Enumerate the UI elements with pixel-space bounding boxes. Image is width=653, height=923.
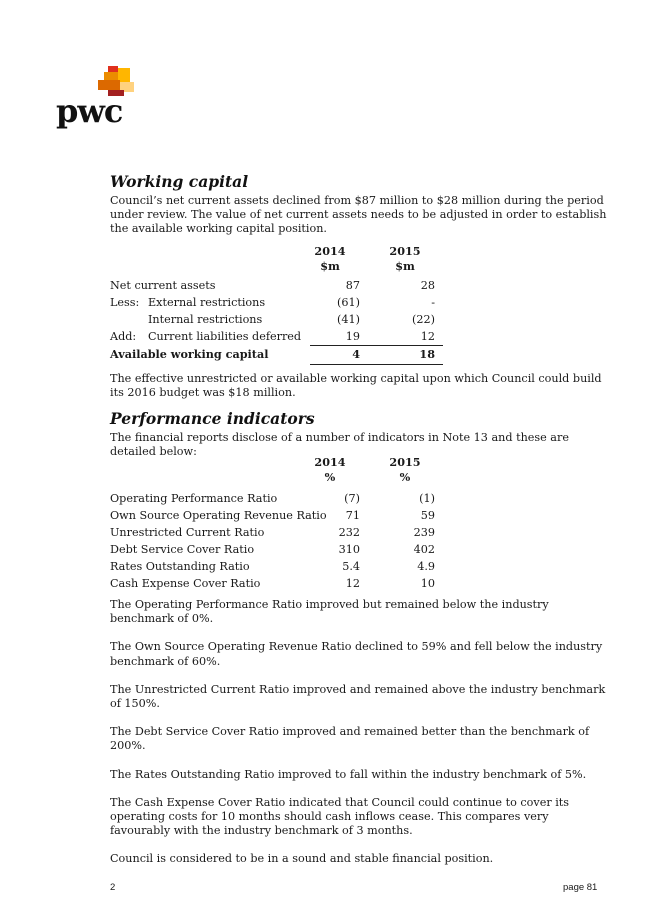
working-capital-intro: Council’s net current assets declined from $87 million to $28 million during the period under review. The value of net current assets needs to be adjusted in order to establish the available working capital position.	[110, 194, 607, 236]
col-2015-year: 2015	[389, 455, 421, 469]
row-prefix: Less:	[110, 296, 140, 309]
value-2015: -	[431, 296, 435, 309]
table-header-year	[110, 244, 450, 259]
commentary-paragraph: The Rates Outstanding Ratio improved to fall within the industry benchmark of 5%.	[110, 767, 587, 781]
row-label: Debt Service Cover Ratio	[110, 543, 255, 556]
total-2015: 18	[419, 347, 435, 361]
working-capital-section	[110, 172, 610, 237]
table-row	[110, 507, 450, 524]
row-label: Rates Outstanding Ratio	[110, 560, 250, 573]
value-2014: (7)	[344, 492, 360, 505]
value-2014: 12	[345, 577, 360, 590]
value-2014: 71	[345, 509, 360, 522]
row-prefix: Add:	[110, 330, 137, 343]
value-2014: (41)	[337, 313, 360, 326]
table-row	[110, 558, 450, 575]
value-2015: 4.9	[417, 560, 435, 573]
working-capital-heading: Working capital	[110, 172, 249, 191]
performance-commentary	[110, 598, 610, 867]
row-label: Current liabilities deferred	[148, 330, 302, 343]
table-row	[110, 524, 450, 541]
row-label: Own Source Operating Revenue Ratio	[110, 509, 327, 522]
value-2015: 239	[413, 526, 435, 539]
col-2015-year: 2015	[389, 244, 421, 258]
col-2014-year: 2014	[314, 244, 346, 258]
value-2015: 12	[420, 330, 435, 343]
performance-intro: The financial reports disclose of a number of indicators in Note 13 and these are detailed below:	[110, 431, 569, 459]
commentary-paragraph: The Own Source Operating Revenue Ratio declined to 59% and fell below the industry benchmark of 60%.	[110, 640, 603, 668]
commentary-paragraph: The Cash Expense Cover Ratio indicated that Council could continue to cover its operating costs for 10 months should cash inflows cease. This compares very favourably with the industry benchmark of 3 months.	[110, 795, 570, 838]
value-2014: 19	[345, 330, 360, 343]
value-2015: 59	[420, 509, 435, 522]
table-row	[110, 541, 450, 558]
performance-heading: Performance indicators	[110, 409, 315, 428]
value-2015: 10	[420, 577, 435, 590]
col-2014-year: 2014	[314, 455, 346, 469]
row-label: Internal restrictions	[148, 313, 263, 326]
row-label: Cash Expense Cover Ratio	[110, 577, 261, 590]
value-2015: (22)	[412, 313, 435, 326]
table-row	[110, 311, 450, 328]
table-row	[110, 294, 450, 311]
performance-section	[110, 409, 610, 459]
performance-table	[110, 455, 450, 592]
table-row	[110, 328, 450, 345]
total-bottom-rule	[310, 364, 443, 365]
commentary-paragraph: Council is considered to be in a sound and stable financial position.	[110, 852, 494, 866]
value-2014: (61)	[337, 296, 360, 309]
row-label: External restrictions	[148, 296, 266, 309]
working-capital-after: The effective unrestricted or available working capital upon which Council could build its 2016 budget was $18 million.	[110, 372, 602, 400]
working-capital-table	[110, 244, 450, 363]
total-2014: 4	[352, 347, 360, 361]
table-row	[110, 490, 450, 507]
col-2015-unit: $m	[395, 259, 415, 273]
value-2015: 402	[413, 543, 435, 556]
table-header-unit	[110, 259, 450, 277]
row-label: Operating Performance Ratio	[110, 492, 278, 505]
value-2014: 87	[345, 279, 360, 292]
commentary-paragraph: The Operating Performance Ratio improved but remained below the industry benchmark of 0%.	[110, 598, 549, 626]
col-2015-unit: %	[399, 470, 411, 484]
row-label: Unrestricted Current Ratio	[110, 526, 265, 539]
table-row	[110, 277, 450, 294]
value-2014: 232	[338, 526, 360, 539]
value-2014: 310	[338, 543, 360, 556]
pwc-logo	[56, 62, 136, 132]
commentary-paragraph: The Debt Service Cover Ratio improved and remained better than the benchmark of 200%.	[110, 725, 590, 753]
table-header-year	[110, 455, 450, 470]
commentary-paragraph: The Unrestricted Current Ratio improved and remained above the industry benchmark of 150%.	[110, 682, 606, 711]
col-2014-unit: %	[324, 470, 336, 484]
col-2014-unit: $m	[320, 259, 340, 273]
table-header-unit	[110, 470, 450, 490]
value-2015: (1)	[419, 492, 435, 505]
row-label: Net current assets	[110, 279, 216, 292]
table-row	[110, 575, 450, 592]
footer-page-index: 2	[110, 882, 116, 893]
logo-block-4	[98, 80, 120, 90]
working-capital-note	[110, 372, 610, 400]
logo-wordmark: pwc	[56, 92, 123, 130]
value-2015: 28	[420, 279, 435, 292]
total-row	[110, 345, 450, 363]
total-label: Available working capital	[110, 347, 269, 361]
value-2014: 5.4	[342, 560, 360, 573]
footer-page-number: page 81	[563, 882, 598, 893]
